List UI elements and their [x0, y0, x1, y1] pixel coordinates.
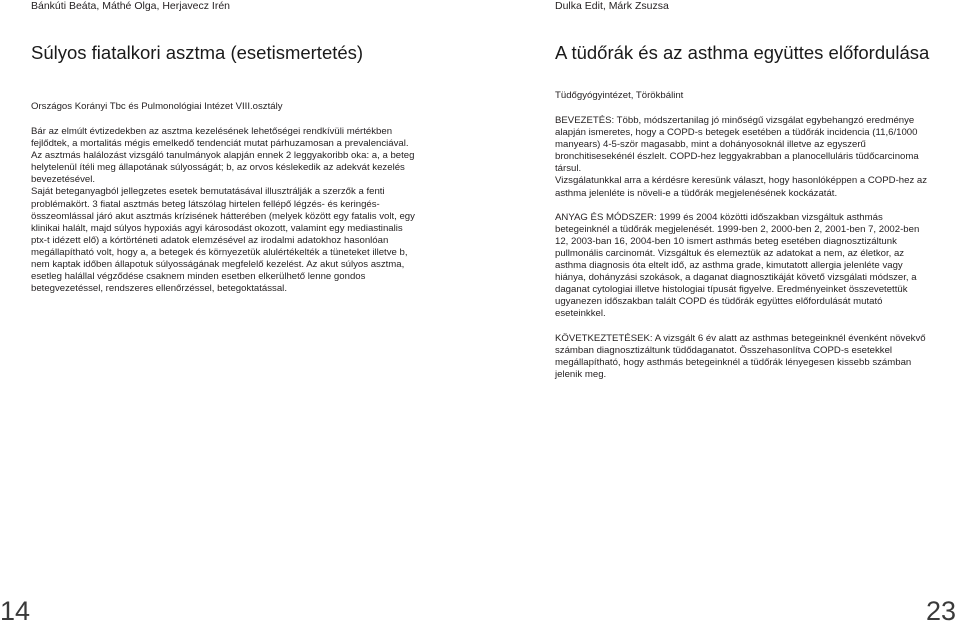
right-authors: Dulka Edit, Márk Zsuzsa — [555, 0, 669, 12]
left-authors: Bánkúti Beáta, Máthé Olga, Herjavecz Irén — [31, 0, 231, 12]
right-paragraph-intro: BEVEZETÉS: Több, módszertanilag jó minőségű vizsgálat egybehangzó eredménye alapján ismeretes, hogy a COPD-s betegek esetében a tüdőrák incidencia (11,6/1000 manyears) 4-5-ször magasabb, mint a dohányosoknál illetve az egyszerű bronchitisesekénél észlelt. COPD-hez leggyakrabban a planocelluláris tüdőcarcinoma társul. — [555, 115, 919, 175]
right-paragraph-conclusions: KÖVETKEZTETÉSEK: A vizsgált 6 év alatt az asthmas betegeinknél évenként növekvő számban diagnosztizáltunk tüdődaganatot. Összehasonlítva COPD-s esetekkel megállapítható, hogy asthmás betegeinknél a tüdőrák lényegesen kissebb számban jelenik meg. — [555, 332, 926, 380]
left-paragraph: Saját beteganyagból jellegzetes esetek bemutatásával illusztrálják a szerzők a fenti problémakört. 3 fiatal asztmás beteg látszólag hirtelen fellépő légzés- és keringés-összeomlással járó akut asztmás krízisének hátterében (melyek között egy fatalis volt, egy klinikai halált, majd súlyos hypoxiás agyi károsodást okozott, valamint egy mediastinalis ptx-t idézett elő) a kórtörténeti adatok elemzésével az irodalmi adatokhoz hasonlóan megállapítható volt, hogy a, a betegek és környezetük alulértékelték a tüneteket illetve b, nem kaptak időben állapotuk súlyosságának megfelelő kezelést. Az akut súlyos asztma, esetleg halállal végződése csaknem minden esetben elkerülhető lenne gondos betegvezetéssel, rendszeres ellenőrzéssel, betegoktatással. — [31, 186, 415, 295]
right-abstract-body — [555, 115, 930, 381]
right-article-title: A tüdőrák és az asthma együttes előfordulása — [555, 42, 930, 63]
right-institution: Tüdőgyógyintézet, Törökbálint — [555, 90, 684, 101]
left-article-title: Súlyos fiatalkori asztma (esetismertetés) — [31, 42, 364, 63]
left-page-number: 14 — [0, 596, 31, 626]
left-institution: Országos Korányi Tbc és Pulmonológiai Intézet VIII.osztály — [31, 101, 283, 112]
right-paragraph-methods: ANYAG ÉS MÓDSZER: 1999 és 2004 közötti időszakban vizsgáltuk asthmás betegeinknél a tüdőrák megjelenését. 1999-ben 2, 2000-ben 2, 2001-ben 7, 2002-ben 12, 2003-ban 16, 2004-ben 10 ismert asthmás beteg esetében diagnosztizáltunk pullmonális carcinomát. Vizsgáltuk és elemeztük az adatokat a nem, az életkor, az asthma diagnosis óta eltelt idő, az asthma grade, kimutatott allergia jelenléte vagy hiánya, dohányzási szokások, a daganat diagnosztikáját követő vizsgálati módszer, a daganat cytologiai illetve histologiai típusát figyelve. Eredményeinket összevetettük ugyanezen időszakban talált COPD és tüdőrák együttes előfordulását mutató eseteinkkel. — [555, 211, 920, 320]
right-page-number: 23 — [926, 596, 957, 626]
left-abstract-body — [31, 126, 416, 295]
left-paragraph: Bár az elmúlt évtizedekben az asztma kezelésének lehetőségei rendkívüli mértékben fejlődtek, a mortalitás mégis emelkedő tendenciát mutat párhuzamosan a prevalenciával. Az asztmás halálozást vizsgáló tanulmányok alapján ennek 2 leggyakoribb oka: a, a beteg helytelenül ítéli meg állapotának súlyosságát; b, az orvos késlekedik az adekvát kezelés bevezetésével. — [31, 126, 415, 186]
right-paragraph-aim: Vizsgálatunkkal arra a kérdésre keresünk választ, hogy hasonlóképpen a COPD-hez az asthma jelenléte is növeli-e a tüdőrák megjelenésének kockázatát. — [555, 175, 928, 199]
